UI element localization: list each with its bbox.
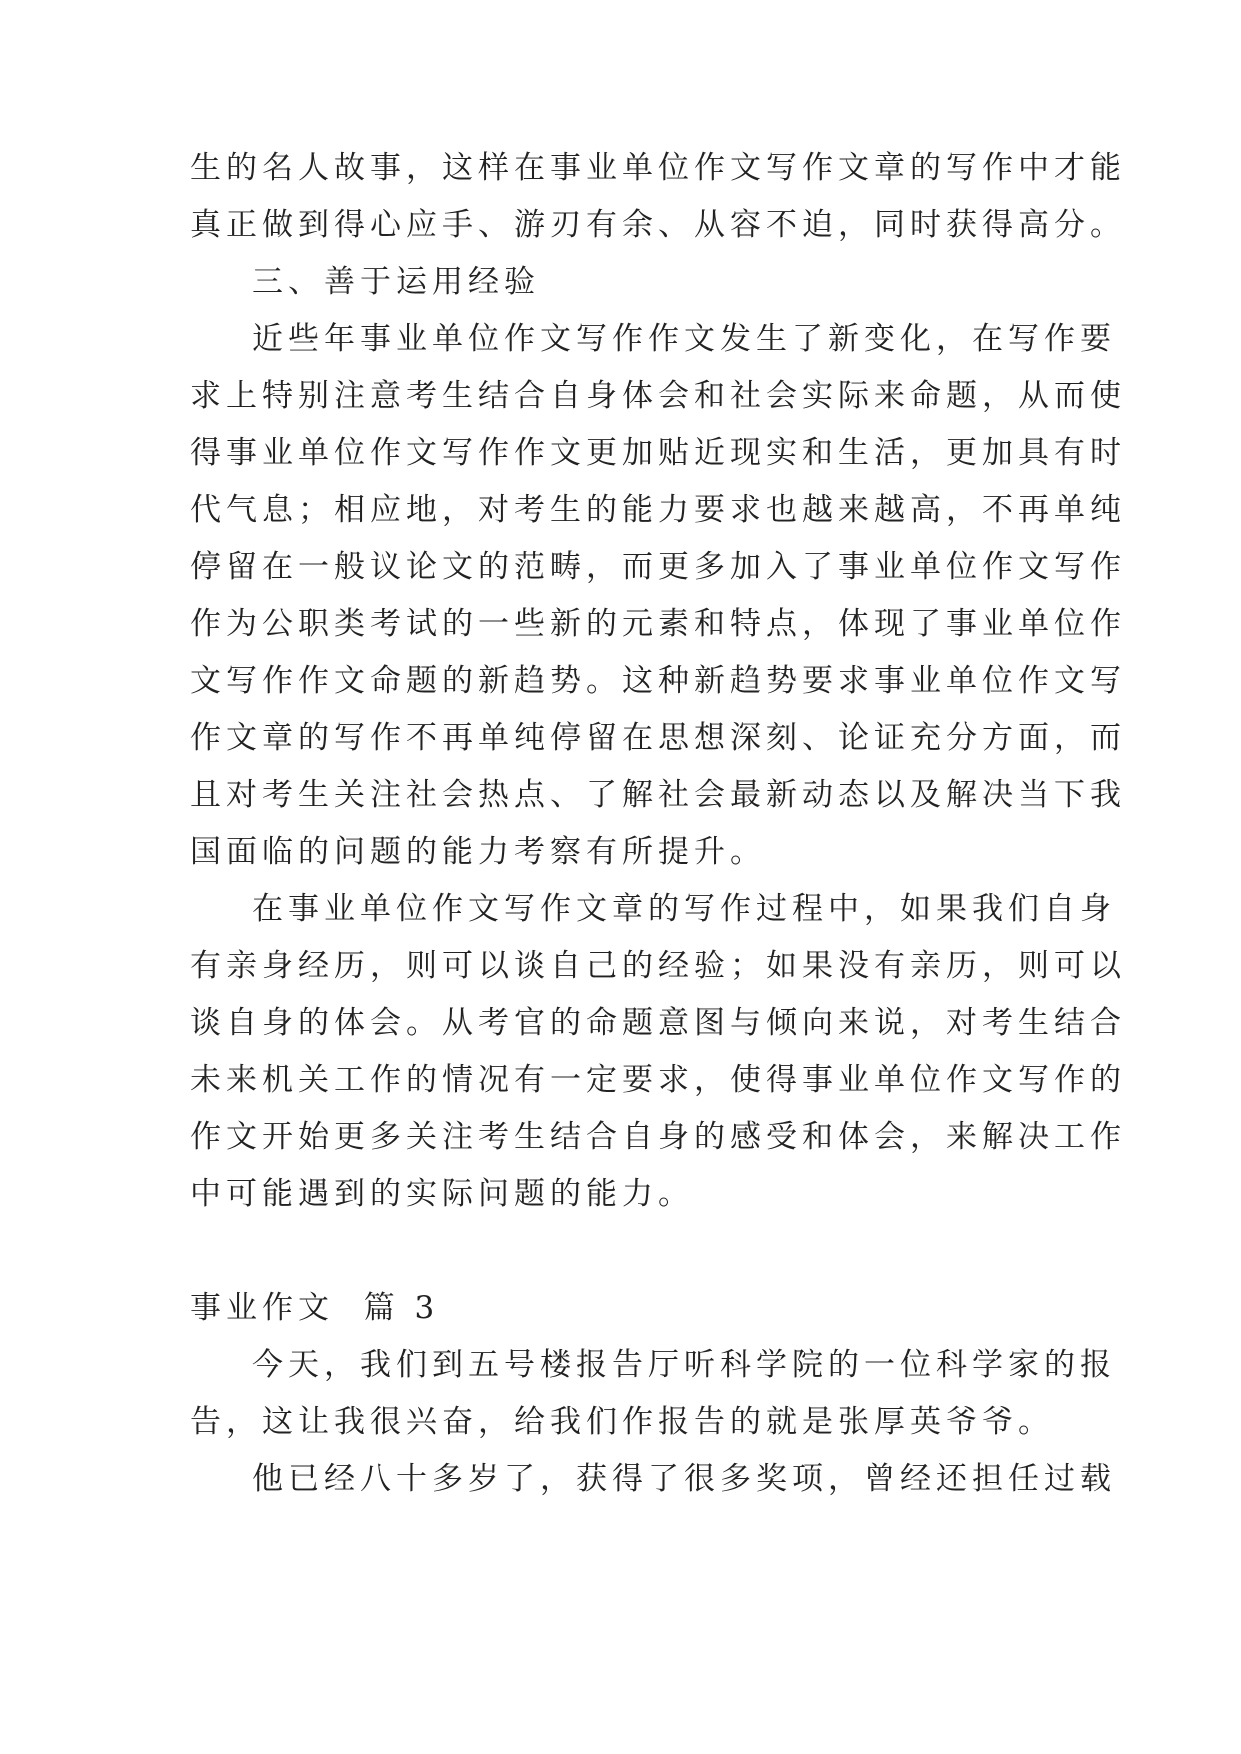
paragraph-line: 文写作作文命题的新趋势。这种新趋势要求事业单位作文写 xyxy=(190,663,1126,699)
paragraph-line: 中可能遇到的实际问题的能力。 xyxy=(190,1176,694,1212)
paragraph-line: 生的名人故事，这样在事业单位作文写作文章的写作中才能 xyxy=(190,150,1126,186)
paragraph-line: 国面临的问题的能力考察有所提升。 xyxy=(190,834,766,870)
paragraph-line: 真正做到得心应手、游刃有余、从容不迫，同时获得高分。 xyxy=(190,207,1126,243)
paragraph-line: 代气息；相应地，对考生的能力要求也越来越高，不再单纯 xyxy=(190,492,1126,528)
paragraph-line: 今天，我们到五号楼报告厅听科学院的一位科学家的报 xyxy=(252,1347,1116,1383)
paragraph-line: 作文开始更多关注考生结合自身的感受和体会，来解决工作 xyxy=(190,1119,1126,1155)
paragraph-line: 且对考生关注社会热点、了解社会最新动态以及解决当下我 xyxy=(190,777,1126,813)
paragraph-line: 作为公职类考试的一些新的元素和特点，体现了事业单位作 xyxy=(190,606,1126,642)
paragraph-line: 作文章的写作不再单纯停留在思想深刻、论证充分方面，而 xyxy=(190,720,1126,756)
paragraph-line: 得事业单位作文写作作文更加贴近现实和生活，更加具有时 xyxy=(190,435,1126,471)
paragraph-line: 近些年事业单位作文写作作文发生了新变化，在写作要 xyxy=(252,321,1116,357)
paragraph-line: 求上特别注意考生结合自身体会和社会实际来命题，从而使 xyxy=(190,378,1126,414)
paragraph-line: 他已经八十多岁了，获得了很多奖项，曾经还担任过载 xyxy=(252,1461,1116,1497)
article-title: 事业作文 篇 3 xyxy=(190,1290,440,1326)
paragraph-line: 有亲身经历，则可以谈自己的经验；如果没有亲历，则可以 xyxy=(190,948,1126,984)
paragraph-line: 谈自身的体会。从考官的命题意图与倾向来说，对考生结合 xyxy=(190,1005,1126,1041)
paragraph-line: 停留在一般议论文的范畴，而更多加入了事业单位作文写作 xyxy=(190,549,1126,585)
paragraph-line: 在事业单位作文写作文章的写作过程中，如果我们自身 xyxy=(252,891,1116,927)
paragraph-line: 未来机关工作的情况有一定要求，使得事业单位作文写作的 xyxy=(190,1062,1126,1098)
section-heading: 三、善于运用经验 xyxy=(252,264,540,300)
paragraph-line: 告，这让我很兴奋，给我们作报告的就是张厚英爷爷。 xyxy=(190,1404,1054,1440)
